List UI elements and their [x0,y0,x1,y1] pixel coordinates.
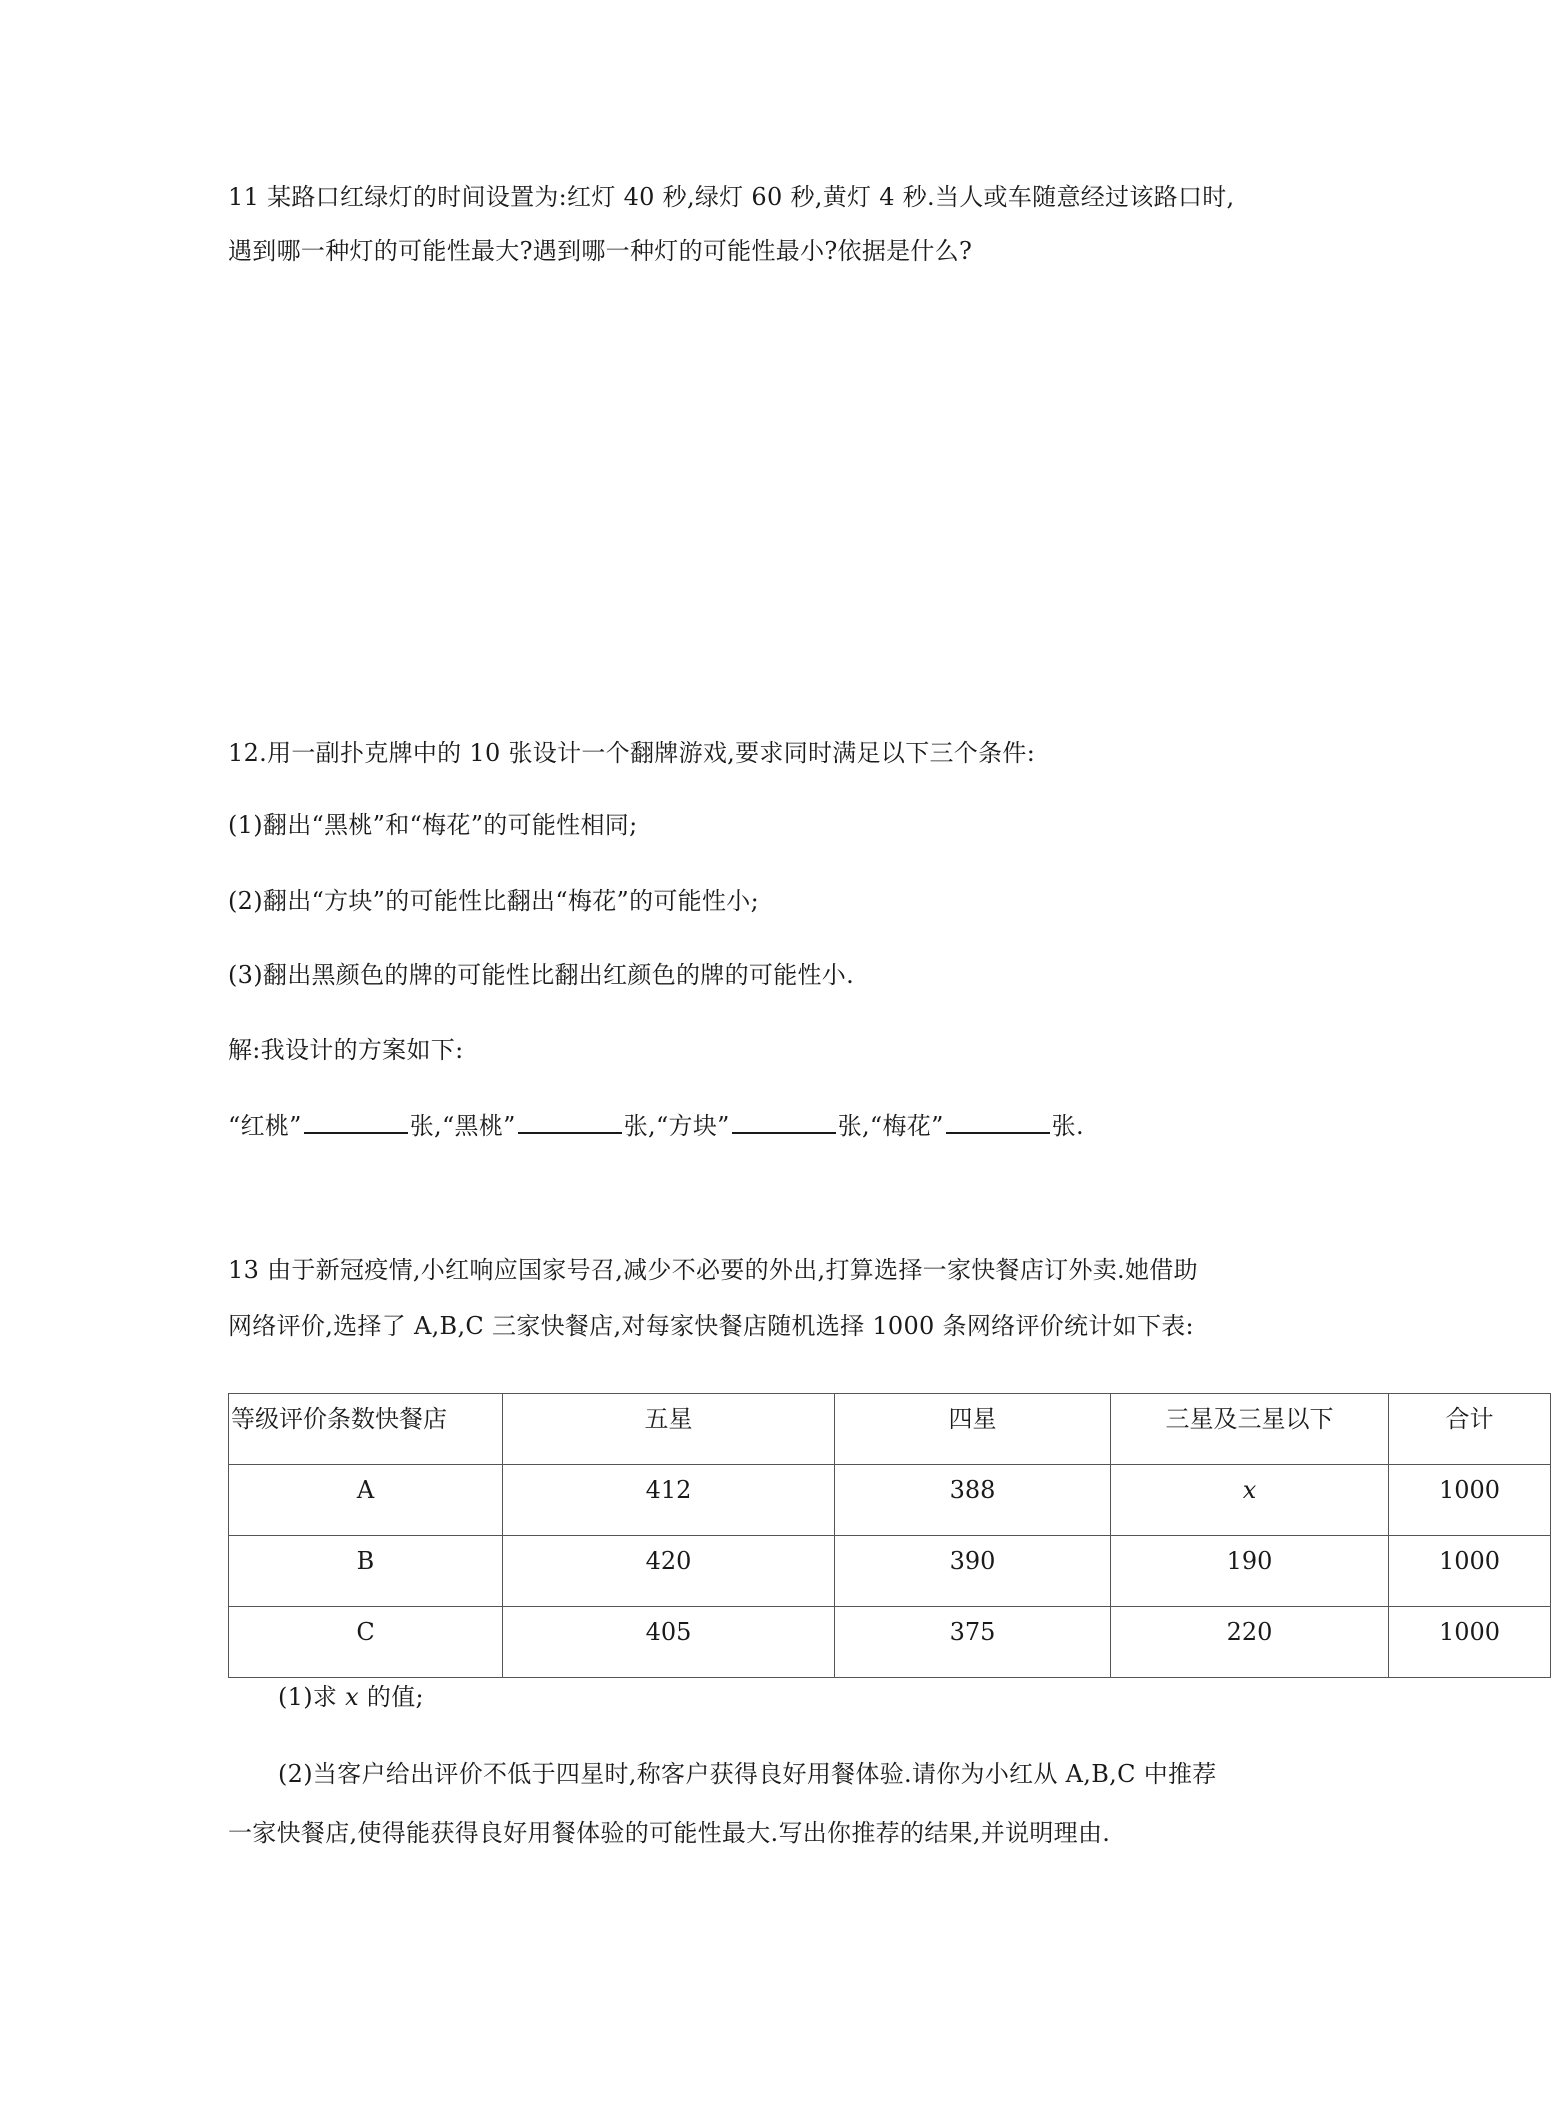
table-cell: 375 [835,1607,1111,1678]
q12-fill-hearts-label: “红桃” [228,1112,302,1140]
q13-line-1: 13 由于新冠疫情,小红响应国家号召,减少不必要的外出,打算选择一家快餐店订外卖.她借助 [228,1256,1198,1284]
q12-blank-diamonds [732,1106,836,1134]
table-cell: 390 [835,1536,1111,1607]
table-cell: A [229,1465,503,1536]
table-cell: 420 [503,1536,835,1607]
q12-fill-clubs-label: 张,“梅花” [837,1112,944,1140]
q12-fill-line [228,1106,1084,1143]
q13-part-2-line-1: (2)当客户给出评价不低于四星时,称客户获得良好用餐体验.请你为小红从 A,B,C 中推荐 [278,1760,1217,1788]
header-cell: 合计 [1389,1394,1551,1465]
table-cell: 412 [503,1465,835,1536]
table-cell: 1000 [1389,1536,1551,1607]
header-cell: 三星及三星以下 [1111,1394,1389,1465]
table-cell: 220 [1111,1607,1389,1678]
table-row [229,1536,1551,1607]
q12-condition-2: (2)翻出“方块”的可能性比翻出“梅花”的可能性小; [228,887,759,915]
header-cell: 五星 [503,1394,835,1465]
q12-stem: 12.用一副扑克牌中的 10 张设计一个翻牌游戏,要求同时满足以下三个条件: [228,739,1036,767]
table-cell: 1000 [1389,1465,1551,1536]
variable-x: x [345,1683,359,1711]
table-cell: C [229,1607,503,1678]
q12-condition-3: (3)翻出黑颜色的牌的可能性比翻出红颜色的牌的可能性小. [228,961,855,989]
rating-table [228,1393,1551,1678]
q12-condition-1: (1)翻出“黑桃”和“梅花”的可能性相同; [228,811,638,839]
q12-fill-spades-label: 张,“黑桃” [409,1112,516,1140]
table-header-row [229,1394,1551,1465]
table-row [229,1607,1551,1678]
q13-part-2-line-2: 一家快餐店,使得能获得良好用餐体验的可能性最大.写出你推荐的结果,并说明理由. [228,1819,1111,1847]
table-cell: 388 [835,1465,1111,1536]
table-cell: 190 [1111,1536,1389,1607]
q12-blank-spades [518,1106,622,1134]
q12-fill-diamonds-label: 张,“方块” [623,1112,730,1140]
q11-line-1: 11 某路口红绿灯的时间设置为:红灯 40 秒,绿灯 60 秒,黄灯 4 秒.当人或车随意经过该路口时, [228,183,1235,211]
q12-fill-end: 张. [1051,1112,1084,1140]
q13-line-2: 网络评价,选择了 A,B,C 三家快餐店,对每家快餐店随机选择 1000 条网络评价统计如下表: [228,1312,1194,1340]
table-cell: 405 [503,1607,835,1678]
q12-blank-hearts [304,1106,408,1134]
q11-line-2: 遇到哪一种灯的可能性最大?遇到哪一种灯的可能性最小?依据是什么? [228,237,973,265]
header-cell: 四星 [835,1394,1111,1465]
header-cell: 等级评价条数快餐店 [229,1394,503,1465]
q12-blank-clubs [946,1106,1050,1134]
q12-solution-intro: 解:我设计的方案如下: [228,1036,464,1064]
q13-part-1: (1)求 x 的值; [278,1683,424,1711]
table-cell: x [1111,1465,1389,1536]
table-cell: B [229,1536,503,1607]
table-row [229,1465,1551,1536]
table-cell: 1000 [1389,1607,1551,1678]
